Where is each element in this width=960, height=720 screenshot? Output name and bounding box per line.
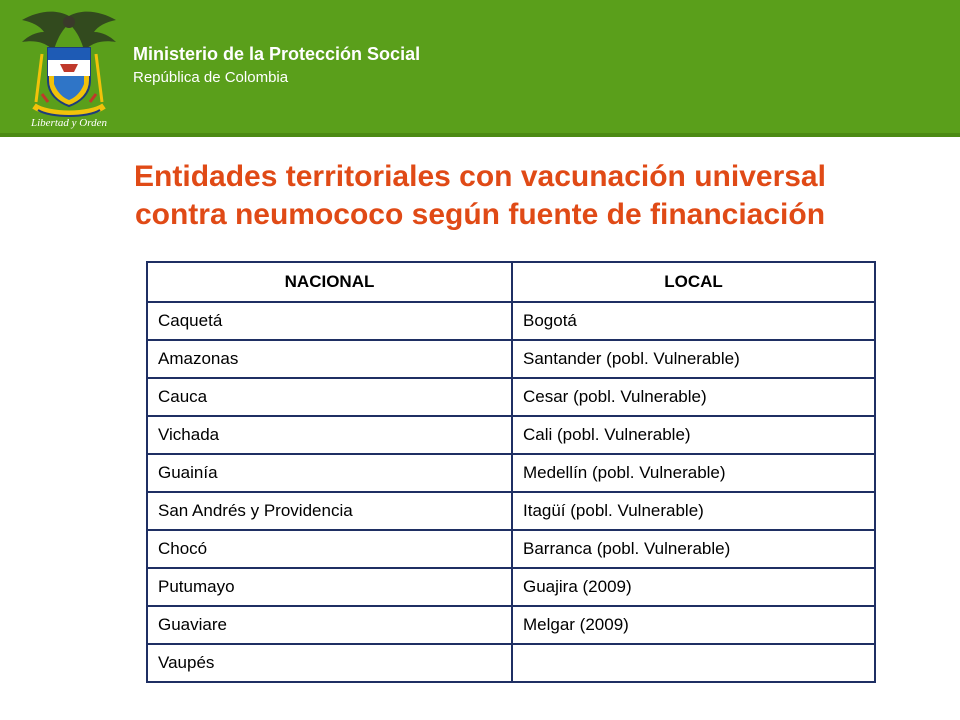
table-row — [147, 454, 875, 492]
cell-local: Cali (pobl. Vulnerable) — [512, 416, 875, 454]
cell-nacional: Guainía — [147, 454, 512, 492]
cell-local: Bogotá — [512, 302, 875, 340]
financing-table — [146, 261, 876, 683]
table-row — [147, 492, 875, 530]
page-title-line-2: contra neumococo según fuente de financiación — [134, 198, 826, 231]
cell-nacional: Amazonas — [147, 340, 512, 378]
page-title-line-1: Entidades territoriales con vacunación universal — [134, 160, 826, 193]
table-row — [147, 644, 875, 682]
column-header-nacional: NACIONAL — [147, 262, 512, 302]
cell-nacional: San Andrés y Providencia — [147, 492, 512, 530]
cell-nacional: Cauca — [147, 378, 512, 416]
page-title — [0, 158, 960, 234]
table-row — [147, 568, 875, 606]
cell-nacional: Putumayo — [147, 568, 512, 606]
cell-local: Itagüí (pobl. Vulnerable) — [512, 492, 875, 530]
table-header-row — [147, 262, 875, 302]
cell-local: Santander (pobl. Vulnerable) — [512, 340, 875, 378]
table-row — [147, 378, 875, 416]
cell-nacional: Chocó — [147, 530, 512, 568]
organization-name: Ministerio de la Protección Social — [133, 44, 421, 64]
table-row — [147, 416, 875, 454]
cell-local — [512, 644, 875, 682]
table-row — [147, 606, 875, 644]
table-row — [147, 530, 875, 568]
cell-local: Melgar (2009) — [512, 606, 875, 644]
cell-local: Medellín (pobl. Vulnerable) — [512, 454, 875, 492]
organization-country: República de Colombia — [133, 69, 289, 86]
table-row — [147, 340, 875, 378]
cell-local: Barranca (pobl. Vulnerable) — [512, 530, 875, 568]
header-band — [0, 0, 960, 137]
cell-nacional: Guaviare — [147, 606, 512, 644]
organization-block — [133, 43, 420, 88]
coat-of-arms-logo — [14, 6, 124, 130]
cell-local: Guajira (2009) — [512, 568, 875, 606]
cell-nacional: Vaupés — [147, 644, 512, 682]
cell-nacional: Caquetá — [147, 302, 512, 340]
svg-text:Libertad y Orden: Libertad y Orden — [31, 117, 107, 129]
column-header-local: LOCAL — [512, 262, 875, 302]
cell-nacional: Vichada — [147, 416, 512, 454]
table-row — [147, 302, 875, 340]
cell-local: Cesar (pobl. Vulnerable) — [512, 378, 875, 416]
